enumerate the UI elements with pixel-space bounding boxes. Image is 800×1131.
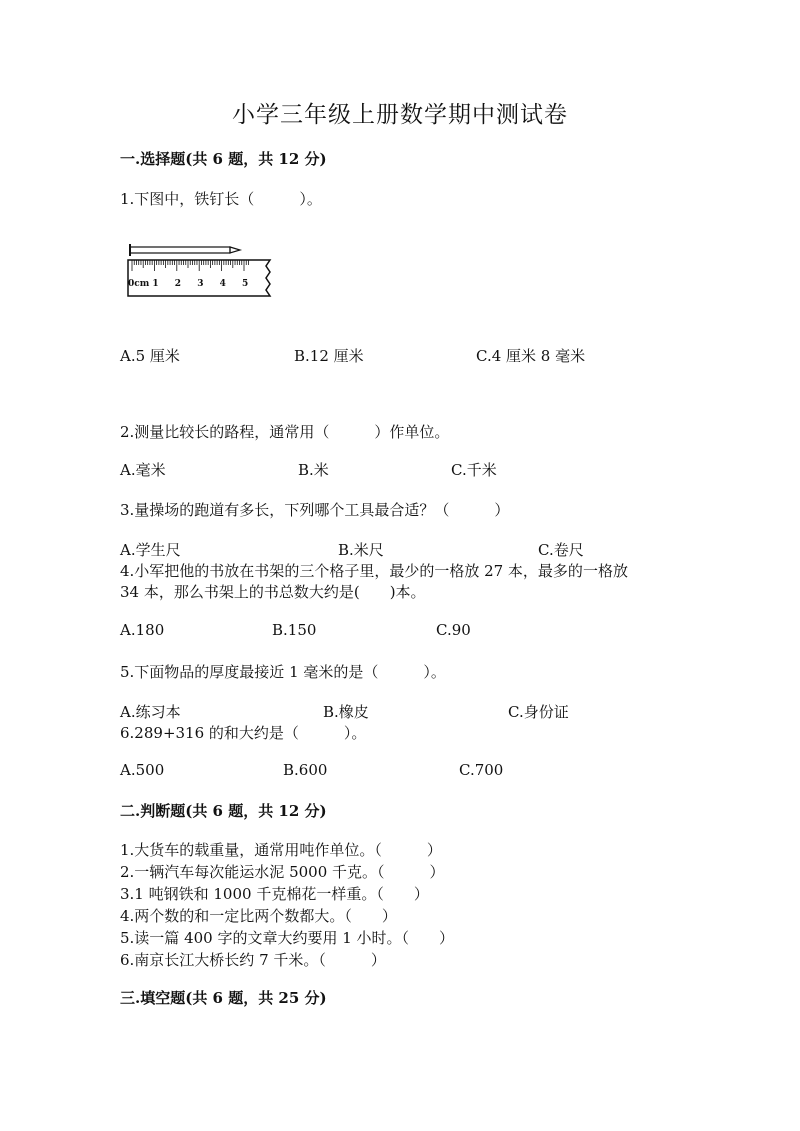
q1-option-b[interactable]: B.12 厘米 (294, 347, 364, 365)
q3-option-b[interactable]: B.米尺 (338, 541, 384, 559)
judge-item-3: 3.1 吨钢铁和 1000 千克棉花一样重。（ ） (120, 885, 429, 903)
q6-option-b[interactable]: B.600 (283, 761, 328, 779)
q3-option-c[interactable]: C.卷尺 (538, 541, 584, 559)
q2-option-c[interactable]: C.千米 (451, 461, 497, 479)
judge-item-4: 4.两个数的和一定比两个数都大。（ ） (120, 907, 397, 925)
ruler-label: 4 (219, 279, 226, 289)
q4-option-a[interactable]: A.180 (120, 621, 165, 639)
question-5-stem: 5.下面物品的厚度最接近 1 毫米的是（ ）。 (120, 663, 446, 681)
nail-icon (130, 244, 240, 256)
q6-option-a[interactable]: A.500 (120, 761, 165, 779)
q4-option-c[interactable]: C.90 (436, 621, 471, 639)
ruler-label: 0cm (128, 279, 150, 289)
judge-item-6: 6.南京长江大桥长约 7 千米。（ ） (120, 951, 386, 969)
q1-option-a[interactable]: A.5 厘米 (120, 347, 180, 365)
q2-option-a[interactable]: A.毫米 (120, 461, 166, 479)
q3-option-a[interactable]: A.学生尺 (120, 541, 181, 559)
q5-option-a[interactable]: A.练习本 (120, 703, 181, 721)
judge-item-5: 5.读一篇 400 字的文章大约要用 1 小时。（ ） (120, 929, 455, 947)
section-heading-choice: 一.选择题(共 6 题，共 12 分) (120, 150, 327, 168)
ruler-label: 2 (174, 279, 182, 289)
section-heading-fill-blank: 三.填空题(共 6 题，共 25 分) (120, 989, 327, 1007)
page-title: 小学三年级上册数学期中测试卷 (232, 102, 568, 128)
q5-option-b[interactable]: B.橡皮 (323, 703, 369, 721)
ruler-label: 5 (242, 279, 249, 289)
ruler-with-nail-image (120, 242, 275, 304)
section-heading-judgement: 二.判断题(共 6 题，共 12 分) (120, 802, 327, 820)
question-2-stem: 2.测量比较长的路程，通常用（ ）作单位。 (120, 423, 450, 441)
q5-option-c[interactable]: C.身份证 (508, 703, 569, 721)
q2-option-b[interactable]: B.米 (298, 461, 329, 479)
judge-item-1: 1.大货车的载重量，通常用吨作单位。（ ） (120, 841, 442, 859)
q6-option-c[interactable]: C.700 (459, 761, 504, 779)
ruler-label: 3 (197, 279, 204, 289)
question-1-stem: 1.下图中，铁钉长（ ）。 (120, 190, 322, 208)
q1-option-c[interactable]: C.4 厘米 8 毫米 (476, 347, 586, 365)
question-6-stem: 6.289+316 的和大约是（ ）。 (120, 724, 367, 742)
q4-option-b[interactable]: B.150 (272, 621, 317, 639)
question-4-stem-line2: 34 本，那么书架上的书总数大约是( )本。 (120, 583, 426, 601)
ruler-label: 1 (152, 279, 159, 289)
question-4-stem-line1: 4.小军把他的书放在书架的三个格子里，最少的一格放 27 本，最多的一格放 (120, 562, 628, 580)
question-3-stem: 3.量操场的跑道有多长，下列哪个工具最合适？（ ） (120, 501, 510, 519)
judge-item-2: 2.一辆汽车每次能运水泥 5000 千克。（ ） (120, 863, 445, 881)
